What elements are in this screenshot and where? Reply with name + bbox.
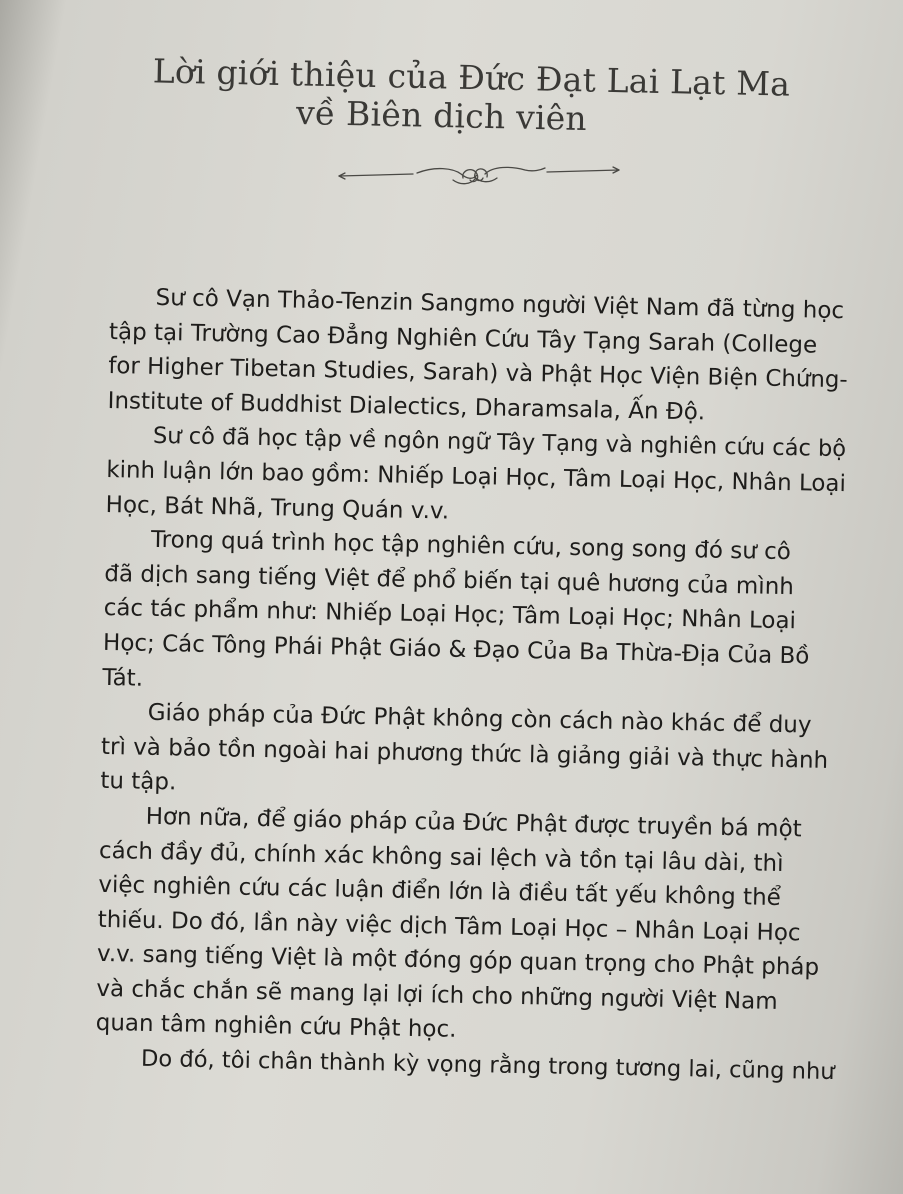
text-line: Hơn nữa, để giáo pháp của Đức Phật được truyền bá một xyxy=(145,803,802,843)
text-line: trì và bảo tồn ngoài hai phương thức là giảng giải và thực hành xyxy=(100,733,829,774)
page-title-line-1: Lời giới thiệu của Đức Đạt Lai Lạt Ma xyxy=(152,51,791,104)
ornament-divider-icon xyxy=(335,158,625,190)
text-line: các tác phẩm như: Nhiếp Loại Học; Tâm Loại Học; Nhân Loại xyxy=(103,595,797,635)
text-line: quan tâm nghiên cứu Phật học. xyxy=(95,1010,457,1044)
text-line: và chắc chắn sẽ mang lại lợi ích cho những người Việt Nam xyxy=(96,975,778,1015)
text-line: Học; Các Tông Phái Phật Giáo & Đạo Của Ba Thừa-Địa Của Bồ xyxy=(102,629,810,670)
text-line: Tát. xyxy=(102,664,144,692)
text-line: thiếu. Do đó, lần này việc dịch Tâm Loại Học – Nhân Loại Học xyxy=(97,906,801,947)
text-line: Học, Bát Nhã, Trung Quán v.v. xyxy=(105,491,450,525)
text-line: for Higher Tibetan Studies, Sarah) và Phật Học Viện Biện Chứng- xyxy=(108,353,848,394)
text-line: Do đó, tôi chân thành kỳ vọng rằng trong tương lai, cũng như xyxy=(140,1045,835,1086)
text-line: Sư cô Vạn Thảo-Tenzin Sangmo người Việt Nam đã từng học xyxy=(155,284,845,325)
text-line: đã dịch sang tiếng Việt để phổ biến tại quê hương của mình xyxy=(104,560,795,600)
text-line: Trong quá trình học tập nghiên cứu, song song đó sư cô xyxy=(150,526,792,566)
text-line: việc nghiên cứu các luận điển lớn là điều tất yếu không thể xyxy=(98,871,782,912)
text-line: v.v. sang tiếng Việt là một đóng góp quan trọng cho Phật pháp xyxy=(96,941,820,982)
text-line: cách đầy đủ, chính xác không sai lệch và tồn tại lâu dài, thì xyxy=(98,837,784,877)
page-title-line-2: về Biên dịch viên xyxy=(295,92,588,139)
text-line: tu tập. xyxy=(100,768,177,796)
body-text xyxy=(95,280,850,1090)
text-line: kinh luận lớn bao gồm: Nhiếp Loại Học, Tâm Loại Học, Nhân Loại xyxy=(106,456,847,498)
text-line: Institute of Buddhist Dialectics, Dharamsala, Ấn Độ. xyxy=(107,387,706,426)
text-line: Giáo pháp của Đức Phật không còn cách nào khác để duy xyxy=(147,699,812,739)
text-line: Sư cô đã học tập về ngôn ngữ Tây Tạng và nghiên cứu các bộ xyxy=(152,423,847,463)
text-line: tập tại Trường Cao Đẳng Nghiên Cứu Tây Tạng Sarah (College xyxy=(108,318,818,359)
